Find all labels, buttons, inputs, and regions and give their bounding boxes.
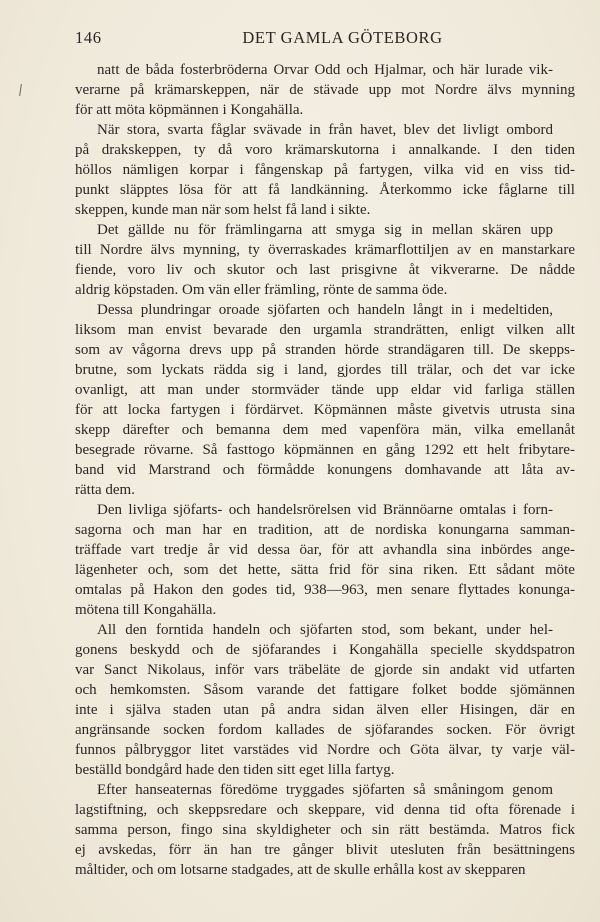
text-line: punkt släpptes lösa för att få landkänning. Återkommo icke fåglarne till <box>75 182 575 198</box>
text-line: gonens beskydd och de sjöfarandes i Kongahälla specielle skyddspatron <box>75 642 575 658</box>
paragraph <box>75 300 575 500</box>
text-line: All den forntida handeln och sjöfarten stod, som bekant, under hel- <box>97 622 553 638</box>
text-line: skeppen, kunde man när som helst få land i sikte. <box>75 202 371 218</box>
text-line: och hemkomsten. Såsom varande det fattigare folket bodde sjömännen <box>75 682 575 698</box>
text-line: samma person, fingo sina skyldigheter och sin rätt bestämda. Matros fick <box>75 822 575 838</box>
text-line: fiende, voro liv och skutor och last prisgivne åt vikverarne. De nådde <box>75 262 575 278</box>
text-line: Den livliga sjöfarts- och handelsrörelsen vid Brännöarne omtalas i forn- <box>97 502 553 518</box>
text-line: till Nordre älvs mynning, ty överraskades krämarflottiljen av en manstarkare <box>75 242 575 258</box>
text-line: Dessa plundringar oroade sjöfarten och handeln långt in i medeltiden, <box>97 302 554 318</box>
text-line: på drakskeppen, ty då voro krämarskutorna i annalkande. I den tiden <box>75 142 575 158</box>
paragraph <box>75 500 575 620</box>
text-line: omtalas på Hakon den godes tid, 938—963, men senare flyttades konunga- <box>75 582 575 598</box>
text-line: aldrig köpstaden. Om vän eller främling, rönte de samma öde. <box>75 282 448 298</box>
text-line: lägenheter och, som det hette, sätta frid för sina riken. Ett sådant möte <box>75 562 575 578</box>
text-line: mötena till Kongahälla. <box>75 602 217 618</box>
text-line: När stora, svarta fåglar svävade in från havet, blev det livligt ombord <box>97 122 554 138</box>
text-line: skepp därefter och bemanna dem med vapenföra män, vilka emellanåt <box>75 422 575 438</box>
text-line: för att möta köpmännen i Kongahälla. <box>75 102 304 118</box>
page-header <box>75 28 575 50</box>
text-line: angränsande socken fordom kallades de sjöfarandes socken. För övrigt <box>75 722 575 738</box>
paragraph <box>75 120 575 220</box>
text-line: besegrade rövarne. Så fasttogo köpmännen en gång 1292 ett helt fribytare- <box>75 442 575 458</box>
text-line: för att locka fartygen i fördärvet. Köpmännen måste givetvis utrusta sina <box>75 402 575 418</box>
paragraph <box>75 780 575 880</box>
text-line: band vid Marstrand och förmådde konungens domhavande att låta av- <box>75 462 575 478</box>
body-text <box>75 60 575 880</box>
text-line: inte i själva staden utan på andra sidan älven eller Hisingen, där en <box>75 702 575 718</box>
text-line: var Sanct Nikolaus, inför vars träbeläte de gjorde sin andakt vid utfarten <box>75 662 575 678</box>
margin-mark <box>19 84 22 96</box>
text-line: liksom man envist bevarade den urgamla strandrätten, enligt vilken allt <box>75 322 575 338</box>
text-line: brutne, som lyckats rädda sig i land, gjordes till trälar, och det var icke <box>75 362 575 378</box>
running-title: DET GAMLA GÖTEBORG <box>242 28 443 47</box>
text-line: som av vågorna drevs upp på stranden hörde strandägaren till. De skepps- <box>75 342 575 358</box>
paragraph <box>75 220 575 300</box>
page-number: 146 <box>75 28 102 47</box>
text-line: höllos nämligen korpar i fångenskap på fartygen, vilka vid en viss tid- <box>75 162 575 178</box>
text-line: funnos pålbryggor litet varstädes vid Nordre och Göta älvar, ty varje väl- <box>75 742 575 758</box>
text-line: ovanligt, att man under stormväder tände upp eldar vid farliga ställen <box>75 382 575 398</box>
paragraph <box>75 620 575 780</box>
text-line: verarne på krämarskeppen, när de stävade upp mot Nordre älvs mynning <box>75 82 575 98</box>
text-line: Det gällde nu för främlingarna att smyga sig in mellan skären upp <box>97 222 554 238</box>
text-line: lagstiftning, och skeppsredare och skeppare, vid denna tid ofta förenade i <box>75 802 575 818</box>
text-line: träffade vart tredje år vid dessa öar, för att avhandla sina inbördes ange- <box>75 542 575 558</box>
text-line: natt de båda fosterbröderna Orvar Odd och Hjalmar, och här lurade vik- <box>97 62 553 78</box>
text-line: rätta dem. <box>75 482 135 498</box>
text-line: beställd bondgård hade den tiden sitt eget lilla fartyg. <box>75 762 395 778</box>
text-line: ej avskedas, förr än han tre gånger blivit utesluten från besättningens <box>75 842 575 858</box>
text-line: måltider, och om lotsarne stadgades, att de skulle erhålla kost av skepparen <box>75 862 526 878</box>
text-line: sagorna och man har en tradition, att de nordiska konungarna samman- <box>75 522 575 538</box>
paragraph <box>75 60 575 120</box>
text-line: Efter hanseaternas föredöme tryggades sjöfarten så småningom genom <box>97 782 554 798</box>
